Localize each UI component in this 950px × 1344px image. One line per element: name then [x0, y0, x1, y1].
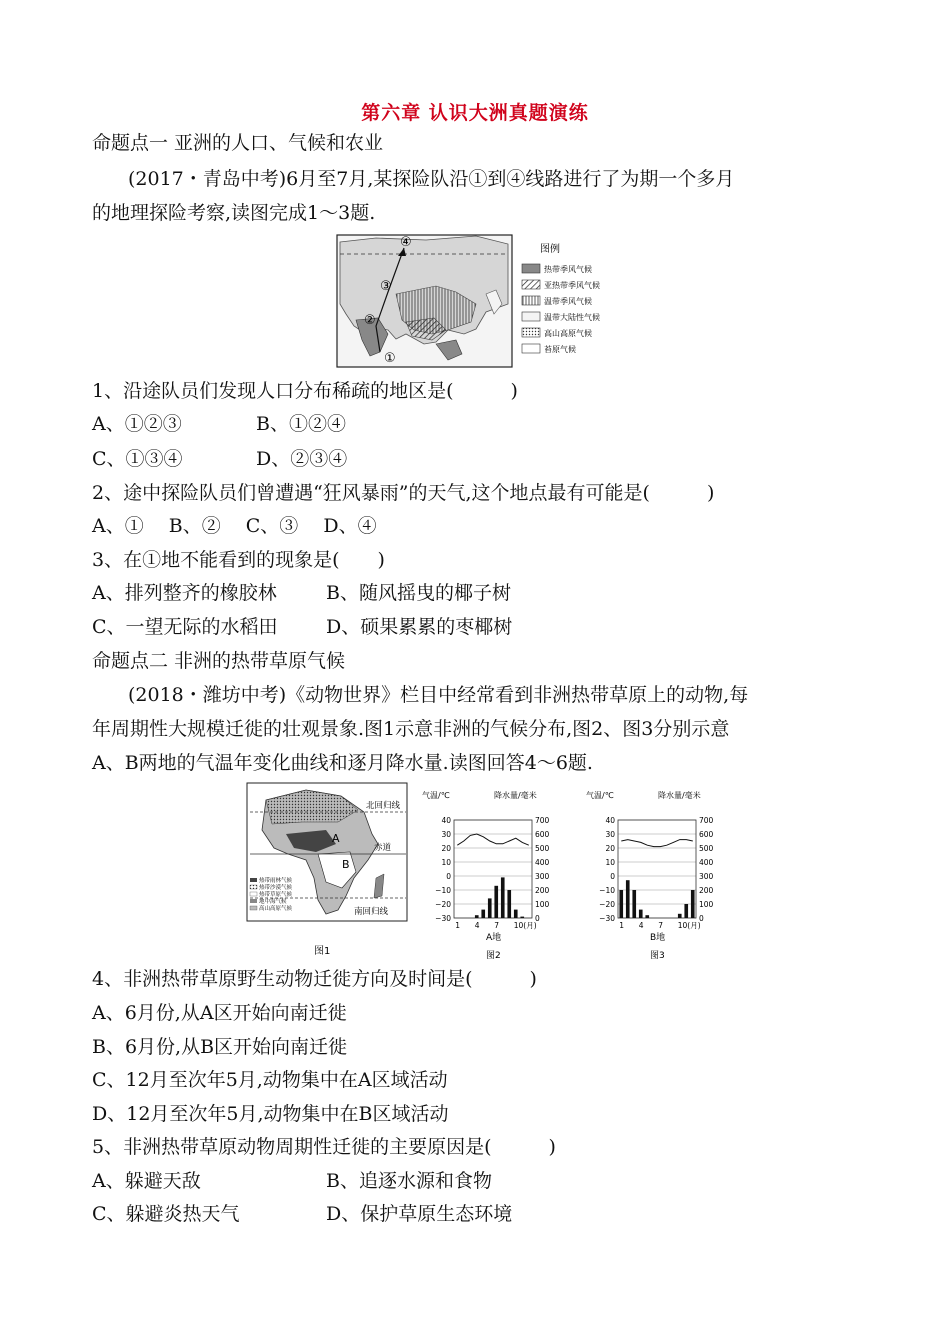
chart-b-precip-bar	[626, 880, 630, 918]
q4-stem: 4、非洲热带草原野生动物迁徙方向及时间是( )	[92, 968, 537, 990]
q2-stem: 2、途中探险队员们曾遭遇“狂风暴雨”的天气,这个地点最有可能是( )	[92, 482, 715, 504]
fig1-legend-1: 热带沙漠气候	[259, 885, 293, 891]
chart-a-precip-bar	[475, 915, 479, 918]
chart-a-precip-tick: 300	[535, 872, 550, 881]
chart-b-title: B地	[650, 933, 666, 943]
chart-b-temp-tick: −20	[599, 900, 615, 909]
section-heading-1: 命题点一 亚洲的人口、气候和农业	[92, 132, 384, 154]
page-title: 第六章 认识大洲真题演练	[361, 102, 589, 124]
chart-a-temp-tick: −30	[435, 914, 451, 923]
q3-stem: 3、在①地不能看到的现象是( )	[92, 549, 385, 571]
chart-b-temp-tick: 30	[605, 830, 615, 839]
chart-a-temp-tick: 10	[441, 858, 451, 867]
q4-option-a: A、6月份,从A区开始向南迁徙	[92, 1002, 347, 1024]
fig1-caption: 图1	[314, 946, 331, 957]
q4-option-d: D、12月至次年5月,动物集中在B区域活动	[92, 1103, 449, 1125]
chart-a-precip-tick: 400	[535, 858, 550, 867]
chart-b-ylabel-left: 气温/℃	[586, 791, 614, 800]
chart-a-precip-tick: 600	[535, 830, 550, 839]
q1-option-b: B、①②④	[256, 413, 346, 435]
chart-b-temp-tick: 0	[610, 872, 615, 881]
climate-chart-b	[584, 786, 732, 966]
q5-option-a: A、躲避天敌	[92, 1170, 201, 1192]
q4-option-b: B、6月份,从B区开始向南迁徙	[92, 1036, 348, 1058]
map1-legend-2: 温带季风气候	[544, 297, 592, 306]
chart-a-precip-bar	[481, 910, 485, 918]
chart-a-precip-bar	[520, 917, 524, 918]
chart-a-precip-bar	[501, 877, 505, 918]
chart-b-precip-tick: 700	[699, 816, 714, 825]
chart-a-x-tick: 1	[455, 921, 461, 930]
section-intro-1b: 的地理探险考察,读图完成1～3题.	[92, 202, 376, 224]
chart-a-precip-bar	[514, 910, 518, 918]
chart-b-precip-bar	[639, 910, 643, 918]
chart-a-temp-tick: 20	[441, 844, 451, 853]
map1-legend-3: 温带大陆性气候	[544, 313, 600, 322]
fig1-legend-2: 热带草原气候	[259, 892, 293, 898]
climate-chart-a-svg	[420, 786, 568, 962]
chart-a-precip-tick: 200	[535, 886, 550, 895]
map1-legend-title: 图例	[540, 244, 560, 255]
chart-a-x-tick: 10(月)	[513, 921, 537, 930]
chart-b-precip-bar	[619, 890, 623, 918]
chart-b-precip-bar	[684, 904, 688, 918]
chart-b-x-tick: 4	[638, 921, 644, 930]
equator-label: 赤道	[374, 843, 392, 853]
chart-a-ylabel-left: 气温/℃	[422, 791, 450, 800]
asia-climate-map	[336, 234, 618, 372]
chart-b-temp-tick: 10	[605, 858, 615, 867]
chart-a-precip-bar	[494, 886, 498, 918]
chart-a-temp-tick: 30	[441, 830, 451, 839]
map1-legend-5: 苔原气候	[544, 345, 576, 354]
map1-legend-0: 热带季风气候	[544, 265, 592, 274]
q3-option-a: A、排列整齐的橡胶林	[92, 582, 277, 604]
q5-option-c: C、躲避炎热天气	[92, 1203, 240, 1225]
fig1-legend-0: 热带雨林气候	[259, 878, 293, 884]
q3-option-d: D、硕果累累的枣椰树	[326, 616, 513, 638]
chart-b-precip-tick: 400	[699, 858, 714, 867]
climate-chart-a	[420, 786, 568, 966]
climate-chart-b-svg	[584, 786, 732, 962]
chart-b-temp-curve	[621, 840, 693, 847]
chart-b-precip-bar	[691, 890, 695, 918]
region-a-label: A	[332, 832, 340, 845]
chart-a-temp-tick: 40	[441, 816, 451, 825]
section-intro-2c: A、B两地的气温年变化曲线和逐月降水量.读图回答4～6题.	[92, 752, 593, 774]
chart-b-x-tick: 7	[658, 921, 664, 930]
chart-a-temp-tick: 0	[446, 872, 451, 881]
chart-a-precip-tick: 500	[535, 844, 550, 853]
tropic-n-label: 北回归线	[366, 801, 401, 811]
chart-b-x-tick: 1	[619, 921, 625, 930]
chart-b-precip-tick: 300	[699, 872, 714, 881]
chart-b-temp-tick: 20	[605, 844, 615, 853]
q5-stem: 5、非洲热带草原动物周期性迁徙的主要原因是( )	[92, 1136, 556, 1158]
q4-option-c: C、12月至次年5月,动物集中在A区域活动	[92, 1069, 448, 1091]
section-intro-2b: 年周期性大规模迁徙的壮观景象.图1示意非洲的气候分布,图2、图3分别示意	[92, 718, 730, 740]
chart-a-ylabel-right: 降水量/毫米	[494, 791, 537, 800]
fig1-legend-4: 高山高原气候	[259, 906, 293, 912]
chart-b-caption: 图3	[650, 951, 665, 961]
chart-a-precip-bar	[507, 890, 511, 918]
chart-a-x-tick: 4	[474, 921, 480, 930]
chart-b-temp-tick: −30	[599, 914, 615, 923]
chart-b-precip-tick: 500	[699, 844, 714, 853]
q1-stem: 1、沿途队员们发现人口分布稀疏的地区是( )	[92, 380, 518, 402]
chart-a-temp-tick: −20	[435, 900, 451, 909]
chart-a-precip-tick: 100	[535, 900, 550, 909]
q3-option-b: B、随风摇曳的椰子树	[326, 582, 511, 604]
chart-a-precip-tick: 700	[535, 816, 550, 825]
chart-a-temp-tick: −10	[435, 886, 451, 895]
chart-a-precip-bar	[488, 898, 492, 918]
chart-b-temp-tick: 40	[605, 816, 615, 825]
chart-a-precip-tick: 0	[535, 914, 540, 923]
chart-b-precip-tick: 200	[699, 886, 714, 895]
section-intro-1a: (2017・青岛中考)6月至7月,某探险队沿①到④线路进行了为期一个多月	[128, 168, 735, 190]
q5-option-d: D、保护草原生态环境	[326, 1203, 513, 1225]
chart-b-precip-bar	[645, 915, 649, 918]
chart-b-frame	[618, 820, 696, 918]
route-mark-4: ④	[400, 235, 412, 250]
q1-option-d: D、②③④	[256, 448, 348, 470]
chart-a-x-tick: 7	[494, 921, 500, 930]
map1-legend-1: 亚热带季风气候	[544, 281, 600, 290]
tropic-s-label: 南回归线	[354, 907, 389, 917]
chart-b-precip-tick: 100	[699, 900, 714, 909]
chart-b-precip-bar	[678, 914, 682, 918]
chart-b-precip-tick: 600	[699, 830, 714, 839]
map1-legend-4: 高山高原气候	[544, 329, 592, 338]
region-b-label: B	[342, 858, 350, 871]
route-mark-1: ①	[384, 351, 396, 366]
chart-a-title: A地	[486, 933, 502, 943]
route-mark-2: ②	[364, 313, 376, 328]
africa-climate-map	[246, 782, 410, 964]
chart-b-x-tick: 10(月)	[677, 921, 701, 930]
chart-b-ylabel-right: 降水量/毫米	[658, 791, 701, 800]
q5-option-b: B、追逐水源和食物	[326, 1170, 492, 1192]
q1-option-c: C、①③④	[92, 448, 183, 470]
chart-a-caption: 图2	[486, 951, 501, 961]
chart-b-precip-tick: 0	[699, 914, 704, 923]
chart-a-frame	[454, 820, 532, 918]
section-intro-2a: (2018・潍坊中考)《动物世界》栏目中经常看到非洲热带草原上的动物,每	[128, 684, 749, 706]
q2-options: A、① B、② C、③ D、④	[92, 515, 377, 537]
route-mark-3: ③	[380, 279, 392, 294]
q1-option-a: A、①②③	[92, 413, 182, 435]
fig1-legend-3: 地中海气候	[259, 899, 287, 905]
chart-b-precip-bar	[632, 890, 636, 918]
chart-a-temp-curve	[457, 834, 529, 845]
chart-b-temp-tick: −10	[599, 886, 615, 895]
section-heading-2: 命题点二 非洲的热带草原气候	[92, 650, 346, 672]
q3-option-c: C、一望无际的水稻田	[92, 616, 278, 638]
